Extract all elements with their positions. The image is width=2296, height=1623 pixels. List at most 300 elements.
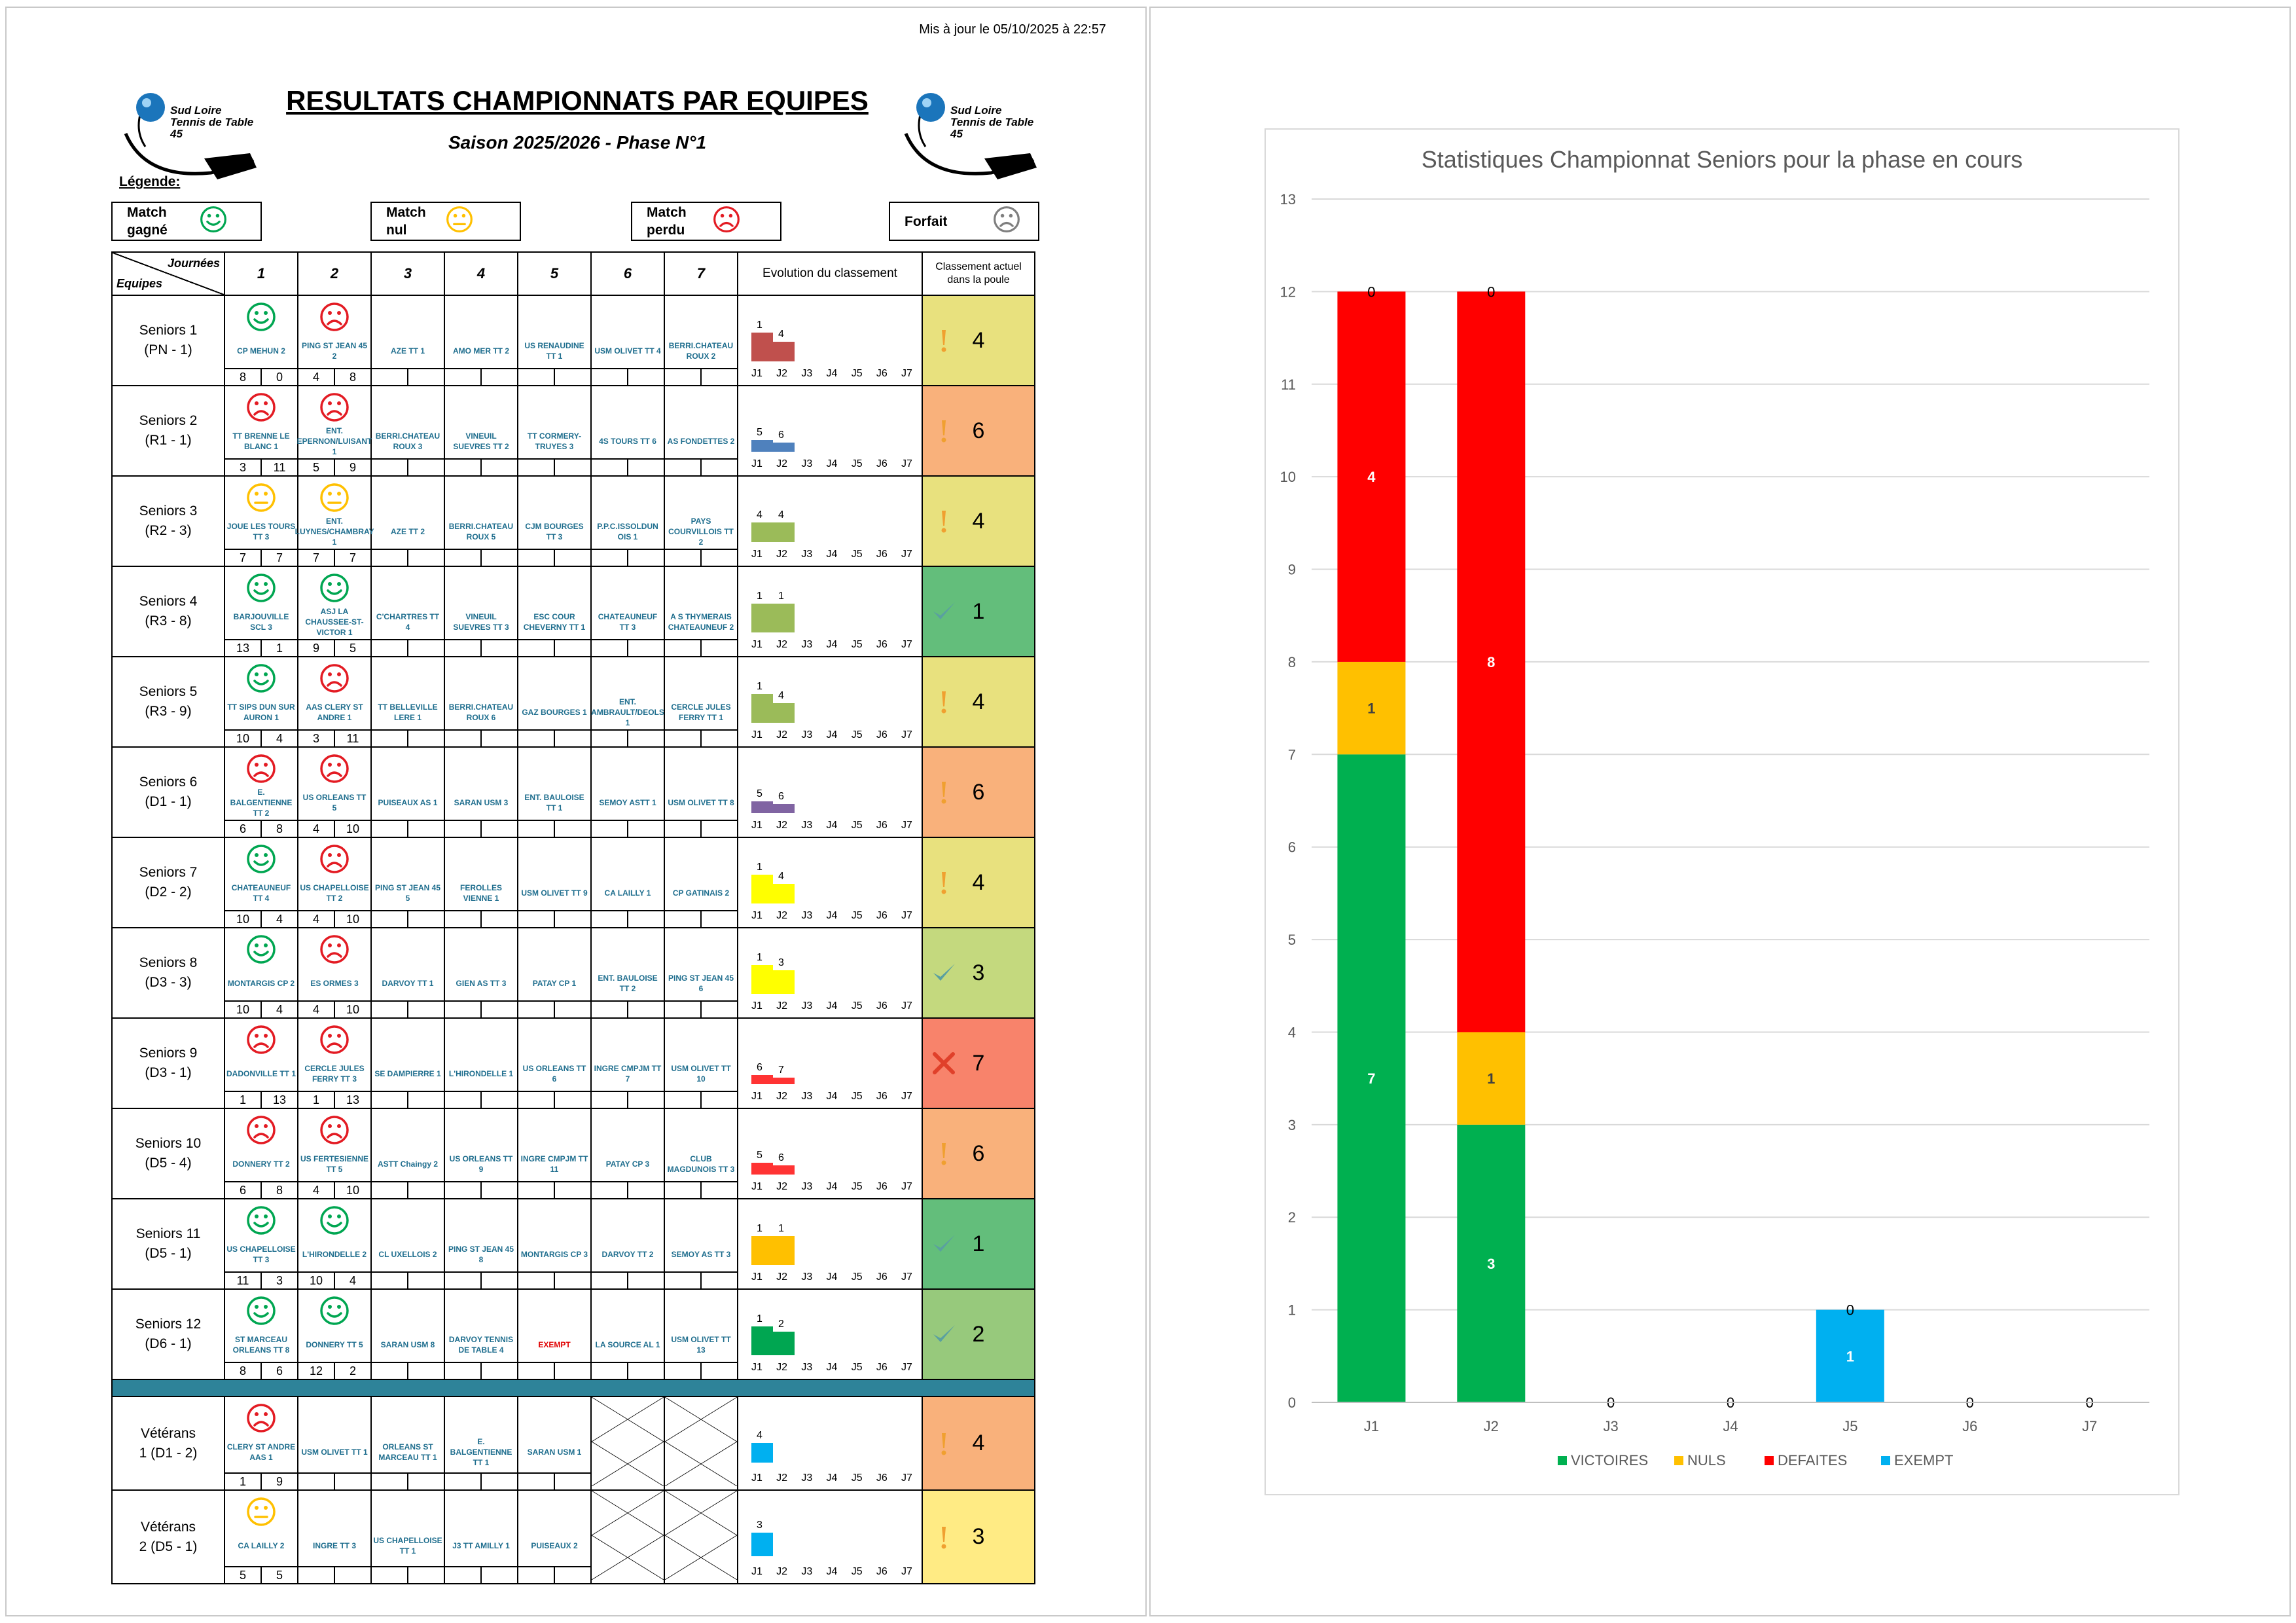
team-cell bbox=[112, 1018, 224, 1108]
opponent-name: TT BELLEVILLE LERE 1 bbox=[378, 702, 438, 722]
opponent-name: US RENAUDINE TT 1 bbox=[524, 341, 584, 361]
match-cell bbox=[664, 747, 738, 837]
match-cell bbox=[298, 1108, 371, 1199]
axis-day: J1 bbox=[751, 910, 762, 921]
evolution-axis bbox=[751, 820, 912, 831]
score-away bbox=[407, 1092, 444, 1108]
team-cell bbox=[112, 476, 224, 566]
axis-day: J5 bbox=[851, 1472, 863, 1484]
score-home bbox=[445, 1474, 480, 1489]
current-rank bbox=[922, 928, 1035, 1018]
neutral-face-icon bbox=[319, 482, 350, 513]
score-away: 9 bbox=[334, 460, 370, 475]
check-icon bbox=[931, 598, 957, 625]
rank-value: 1 bbox=[972, 598, 985, 624]
rank-value: 2 bbox=[972, 1321, 985, 1347]
opponent-name: GAZ BOURGES 1 bbox=[522, 708, 587, 717]
last-updated: Mis à jour le 05/10/2025 à 22:57 bbox=[919, 22, 1106, 37]
match-cell bbox=[518, 295, 591, 386]
score-home bbox=[372, 369, 407, 385]
axis-day: J5 bbox=[851, 729, 863, 740]
opponent-name: US ORLEANS TT 5 bbox=[302, 793, 367, 812]
match-cell bbox=[444, 1289, 518, 1379]
score-home bbox=[518, 640, 554, 656]
score-away bbox=[407, 1273, 444, 1288]
opponent-name: LA SOURCE AL 1 bbox=[595, 1340, 660, 1349]
match-cell bbox=[591, 837, 664, 928]
evolution-axis bbox=[751, 729, 912, 741]
axis-day: J2 bbox=[776, 1566, 788, 1577]
ranking-value: 4 bbox=[757, 1430, 762, 1441]
team-division: (R1 - 1) bbox=[145, 433, 192, 448]
sad-face-icon bbox=[245, 1024, 277, 1055]
opponent-name: MONTARGIS CP 2 bbox=[227, 979, 295, 988]
score-away bbox=[554, 1092, 590, 1108]
ranking-bar bbox=[751, 694, 773, 723]
current-rank bbox=[922, 1018, 1035, 1108]
sad-face-icon bbox=[319, 663, 350, 694]
ranking-bar bbox=[773, 970, 795, 994]
score-home bbox=[372, 1182, 407, 1198]
ranking-value: 1 bbox=[757, 681, 762, 692]
opponent-name: CERCLE JULES FERRY TT 1 bbox=[671, 702, 731, 722]
score-away: 2 bbox=[334, 1363, 370, 1379]
match-cell bbox=[444, 566, 518, 657]
match-cell bbox=[224, 1108, 298, 1199]
match-cell bbox=[371, 657, 444, 747]
sad-face-icon bbox=[319, 753, 350, 784]
score-home bbox=[518, 911, 554, 927]
axis-day: J2 bbox=[776, 820, 788, 831]
match-cell bbox=[518, 1108, 591, 1199]
score-away: 6 bbox=[260, 1363, 297, 1379]
ranking-value: 1 bbox=[757, 1223, 762, 1234]
ranking-evolution bbox=[738, 386, 922, 476]
match-cell bbox=[371, 1199, 444, 1289]
sad-face-icon bbox=[245, 1114, 277, 1146]
axis-day: J1 bbox=[751, 1091, 762, 1102]
match-cell bbox=[518, 1490, 591, 1584]
evolution-axis bbox=[751, 910, 912, 922]
club-logo-left-line2: Tennis de Table bbox=[170, 116, 254, 128]
opponent-name: ORLEANS ST MARCEAU TT 1 bbox=[378, 1442, 437, 1462]
header-day: 5 bbox=[518, 252, 591, 295]
opponent-name: CL UXELLOIS 2 bbox=[378, 1250, 437, 1259]
team-name: Seniors 3 bbox=[139, 503, 198, 519]
legend-forfeit bbox=[889, 202, 1039, 241]
opponent-name: AAS CLERY ST ANDRE 1 bbox=[306, 702, 363, 722]
match-cell bbox=[518, 928, 591, 1018]
score-home: 12 bbox=[309, 1364, 323, 1377]
score-home bbox=[518, 821, 554, 837]
score-box bbox=[445, 820, 517, 837]
axis-day: J4 bbox=[826, 549, 838, 560]
score-away: 8 bbox=[260, 1182, 297, 1198]
axis-day: J5 bbox=[851, 639, 863, 650]
match-cell bbox=[591, 1289, 664, 1379]
team-name: Vétérans bbox=[140, 1425, 196, 1441]
match-cell bbox=[664, 657, 738, 747]
score-away bbox=[407, 1182, 444, 1198]
team-name: Seniors 1 bbox=[139, 323, 198, 338]
team-row bbox=[112, 1199, 1035, 1289]
legend-swatch bbox=[1881, 1456, 1890, 1465]
opponent-name: GIEN AS TT 3 bbox=[456, 979, 507, 988]
rank-value: 4 bbox=[972, 327, 985, 353]
bar-data-label: 4 bbox=[1367, 469, 1376, 486]
axis-day: J5 bbox=[851, 368, 863, 379]
match-cell bbox=[298, 566, 371, 657]
check-icon bbox=[931, 960, 957, 986]
team-cell bbox=[112, 657, 224, 747]
score-away bbox=[627, 821, 664, 837]
current-rank bbox=[922, 476, 1035, 566]
score-home: 10 bbox=[309, 1274, 323, 1287]
bar-data-label: 3 bbox=[1487, 1255, 1496, 1272]
score-home bbox=[592, 1182, 627, 1198]
score-home bbox=[665, 1273, 700, 1288]
score-box bbox=[298, 639, 370, 656]
score-away: 0 bbox=[260, 369, 297, 385]
team-cell bbox=[112, 1199, 224, 1289]
x-tick-label: J3 bbox=[1603, 1418, 1619, 1434]
score-box bbox=[518, 1271, 590, 1288]
match-cell bbox=[664, 1018, 738, 1108]
opponent-name: ES ORMES 3 bbox=[310, 979, 359, 988]
header-day: 1 bbox=[224, 252, 298, 295]
score-box bbox=[665, 729, 737, 746]
opponent-name: INGRE CMPJM TT 7 bbox=[594, 1064, 662, 1084]
legend-entry: DEFAITES bbox=[1778, 1452, 1848, 1468]
score-away bbox=[480, 460, 517, 475]
score-away bbox=[627, 369, 664, 385]
score-away bbox=[700, 460, 737, 475]
axis-day: J3 bbox=[801, 910, 813, 921]
score-home bbox=[665, 640, 700, 656]
opponent-name: US CHAPELLOISE TT 1 bbox=[373, 1536, 442, 1556]
score-home bbox=[445, 1273, 480, 1288]
team-row bbox=[112, 566, 1035, 657]
legend-won-label: Match gagné bbox=[127, 205, 168, 238]
match-cell bbox=[371, 837, 444, 928]
score-box bbox=[372, 1000, 444, 1017]
header-day: 6 bbox=[591, 252, 664, 295]
score-box bbox=[592, 820, 664, 837]
legend-forfeit-label: Forfait bbox=[905, 213, 948, 229]
score-box bbox=[518, 910, 590, 927]
score-box bbox=[518, 1566, 590, 1583]
score-box bbox=[225, 1472, 297, 1489]
opponent-name: PING ST JEAN 45 8 bbox=[448, 1245, 514, 1264]
score-away bbox=[700, 1273, 737, 1288]
score-box bbox=[298, 1000, 370, 1017]
opponent-name: ST MARCEAU ORLEANS TT 8 bbox=[232, 1335, 290, 1355]
score-box bbox=[518, 458, 590, 475]
ranking-bar bbox=[773, 1332, 795, 1355]
opponent-name: A S THYMERAIS CHATEAUNEUF 2 bbox=[668, 612, 734, 632]
team-division: (D5 - 1) bbox=[145, 1246, 192, 1261]
opponent-name: AS FONDETTES 2 bbox=[667, 437, 735, 446]
match-cell bbox=[444, 1396, 518, 1490]
score-away bbox=[700, 550, 737, 566]
score-box bbox=[445, 1472, 517, 1489]
ranking-value: 6 bbox=[778, 1152, 784, 1163]
score-home: 13 bbox=[236, 642, 250, 655]
ranking-bar bbox=[773, 703, 795, 723]
rank-value: 3 bbox=[972, 960, 985, 985]
score-box bbox=[592, 458, 664, 475]
score-home bbox=[592, 1273, 627, 1288]
exclamation-icon bbox=[931, 869, 957, 896]
score-box bbox=[518, 1091, 590, 1108]
match-cell bbox=[591, 566, 664, 657]
match-cell bbox=[298, 747, 371, 837]
match-cell bbox=[224, 1199, 298, 1289]
evolution-axis bbox=[751, 1566, 912, 1578]
score-away bbox=[554, 640, 590, 656]
team-row bbox=[112, 928, 1035, 1018]
opponent-name: PUISEAUX AS 1 bbox=[378, 798, 438, 807]
score-box bbox=[518, 368, 590, 385]
smile-face-icon bbox=[245, 934, 277, 965]
ranking-bar bbox=[773, 522, 795, 542]
match-cell bbox=[371, 386, 444, 476]
score-box bbox=[518, 1362, 590, 1379]
score-box bbox=[445, 1000, 517, 1017]
score-box bbox=[518, 1472, 590, 1489]
score-box bbox=[298, 1472, 370, 1489]
axis-day: J7 bbox=[901, 1472, 912, 1484]
opponent-name: EXEMPT bbox=[538, 1340, 571, 1349]
match-cell bbox=[444, 657, 518, 747]
team-cell bbox=[112, 1396, 224, 1490]
match-cell bbox=[664, 1199, 738, 1289]
score-home: 4 bbox=[312, 1003, 319, 1016]
team-division: (D6 - 1) bbox=[145, 1336, 192, 1351]
team-division: (R2 - 3) bbox=[145, 523, 192, 538]
axis-day: J3 bbox=[801, 549, 813, 560]
match-cell bbox=[518, 566, 591, 657]
opponent-name: SEMOY ASTT 1 bbox=[599, 798, 656, 807]
score-box bbox=[298, 820, 370, 837]
ranking-bar bbox=[773, 342, 795, 361]
current-rank bbox=[922, 1490, 1035, 1584]
score-home bbox=[592, 550, 627, 566]
score-box bbox=[665, 549, 737, 566]
match-cell bbox=[371, 1289, 444, 1379]
evolution-axis bbox=[751, 1271, 912, 1283]
ranking-value: 1 bbox=[757, 591, 762, 602]
stats-chart-svg bbox=[1266, 130, 2178, 1494]
score-home bbox=[592, 1002, 627, 1017]
axis-day: J4 bbox=[826, 639, 838, 650]
score-home bbox=[372, 1002, 407, 1017]
score-home bbox=[518, 1182, 554, 1198]
exclamation-icon bbox=[931, 689, 957, 715]
score-away: 1 bbox=[260, 640, 297, 656]
axis-day: J5 bbox=[851, 820, 863, 831]
team-name: Seniors 4 bbox=[139, 594, 198, 609]
axis-day: J6 bbox=[876, 820, 888, 831]
axis-day: J7 bbox=[901, 820, 912, 831]
score-box bbox=[592, 639, 664, 656]
exclamation-icon bbox=[931, 327, 957, 354]
match-cell bbox=[591, 747, 664, 837]
score-box bbox=[372, 1472, 444, 1489]
smile-face-icon bbox=[245, 1205, 277, 1236]
header-classement: Classement actuel dans la poule bbox=[922, 252, 1035, 295]
score-box bbox=[225, 458, 297, 475]
x-tick-label: J2 bbox=[1483, 1418, 1499, 1434]
score-away bbox=[554, 1363, 590, 1379]
score-away bbox=[480, 1363, 517, 1379]
score-box bbox=[665, 1091, 737, 1108]
match-cell bbox=[298, 1396, 371, 1490]
bar-data-label: 7 bbox=[1367, 1070, 1376, 1087]
match-cell bbox=[371, 1490, 444, 1584]
match-cell bbox=[298, 1199, 371, 1289]
opponent-name: ASJ LA CHAUSSEE-ST-VICTOR 1 bbox=[305, 607, 364, 637]
team-row bbox=[112, 476, 1035, 566]
match-cell bbox=[298, 386, 371, 476]
score-home bbox=[592, 1092, 627, 1108]
axis-day: J3 bbox=[801, 1472, 813, 1484]
score-away bbox=[627, 1182, 664, 1198]
score-home bbox=[518, 1567, 554, 1583]
score-home: 4 bbox=[312, 371, 319, 384]
match-cell bbox=[371, 1018, 444, 1108]
opponent-name: VINEUIL SUEVRES TT 2 bbox=[453, 431, 509, 451]
score-home bbox=[665, 731, 700, 746]
match-cell bbox=[591, 1199, 664, 1289]
axis-day: J1 bbox=[751, 820, 762, 831]
score-home: 7 bbox=[239, 551, 246, 564]
axis-day: J1 bbox=[751, 1181, 762, 1192]
score-home bbox=[665, 369, 700, 385]
score-home: 1 bbox=[312, 1093, 319, 1106]
exclamation-icon bbox=[931, 508, 957, 534]
opponent-name: ENT. BAULOISE TT 1 bbox=[524, 793, 584, 812]
opponent-name: CA LAILLY 2 bbox=[238, 1541, 285, 1550]
score-home bbox=[372, 1567, 407, 1583]
score-away bbox=[554, 369, 590, 385]
score-away: 7 bbox=[334, 550, 370, 566]
club-logo-right-line3: 45 bbox=[950, 128, 963, 140]
y-tick-label: 7 bbox=[1287, 746, 1296, 763]
ranking-value: 1 bbox=[778, 1223, 784, 1234]
axis-day: J2 bbox=[776, 458, 788, 469]
smile-face-icon bbox=[245, 663, 277, 694]
y-tick-label: 4 bbox=[1287, 1024, 1296, 1041]
score-box bbox=[225, 729, 297, 746]
score-home bbox=[518, 460, 554, 475]
team-cell bbox=[112, 386, 224, 476]
team-division: (R3 - 8) bbox=[145, 613, 192, 629]
score-box bbox=[298, 458, 370, 475]
sad-face-icon bbox=[245, 392, 277, 423]
match-cell bbox=[591, 386, 664, 476]
ranking-value: 6 bbox=[778, 791, 784, 802]
score-home bbox=[445, 1002, 480, 1017]
axis-day: J7 bbox=[901, 1362, 912, 1373]
club-logo-right-line1: Sud Loire bbox=[950, 104, 1002, 117]
match-cell bbox=[371, 747, 444, 837]
score-home: 8 bbox=[239, 1364, 246, 1377]
opponent-name: PATAY CP 1 bbox=[532, 979, 577, 988]
score-away bbox=[407, 1002, 444, 1017]
current-rank bbox=[922, 657, 1035, 747]
score-box bbox=[372, 1362, 444, 1379]
axis-day: J7 bbox=[901, 458, 912, 469]
neutral-face-icon bbox=[245, 482, 277, 513]
team-row bbox=[112, 1018, 1035, 1108]
sad-face-icon bbox=[319, 392, 350, 423]
score-box bbox=[665, 1271, 737, 1288]
score-home: 4 bbox=[312, 822, 319, 835]
club-logo-left-line3: 45 bbox=[170, 128, 183, 140]
opponent-name: US CHAPELLOISE TT 3 bbox=[226, 1245, 296, 1264]
bar-total-label: 0 bbox=[2085, 1395, 2094, 1411]
legend-entry: NULS bbox=[1687, 1452, 1726, 1468]
match-cell bbox=[298, 928, 371, 1018]
stats-chart bbox=[1265, 128, 2179, 1495]
opponent-name: INGRE TT 3 bbox=[312, 1541, 356, 1550]
score-box bbox=[665, 368, 737, 385]
score-away: 11 bbox=[260, 460, 297, 475]
ranking-value: 5 bbox=[757, 788, 762, 799]
bar-total-label: 0 bbox=[1367, 283, 1376, 301]
ranking-value: 1 bbox=[778, 591, 784, 602]
axis-day: J3 bbox=[801, 820, 813, 831]
match-cell bbox=[224, 1018, 298, 1108]
ranking-value: 3 bbox=[757, 1520, 762, 1531]
score-box bbox=[592, 1000, 664, 1017]
score-home: 10 bbox=[236, 732, 250, 745]
legend-entry: VICTOIRES bbox=[1571, 1452, 1649, 1468]
y-tick-label: 6 bbox=[1287, 839, 1296, 856]
score-box bbox=[298, 1181, 370, 1198]
score-home bbox=[445, 369, 480, 385]
score-box bbox=[518, 549, 590, 566]
match-cell bbox=[444, 837, 518, 928]
evolution-axis bbox=[751, 1000, 912, 1012]
rank-value: 4 bbox=[972, 869, 985, 895]
score-away bbox=[554, 1474, 590, 1489]
axis-day: J7 bbox=[901, 1271, 912, 1283]
opponent-name: BARJOUVILLE SCL 3 bbox=[233, 612, 289, 632]
score-home bbox=[445, 821, 480, 837]
opponent-name: BERRI.CHATEAU ROUX 6 bbox=[448, 702, 514, 722]
axis-day: J4 bbox=[826, 1472, 838, 1484]
score-home: 3 bbox=[239, 461, 246, 474]
match-cell bbox=[295, 476, 374, 566]
score-box bbox=[665, 1362, 737, 1379]
y-tick-label: 3 bbox=[1287, 1116, 1296, 1133]
unavailable-cross-icon bbox=[592, 1491, 664, 1580]
evolution-axis bbox=[751, 458, 912, 470]
score-box bbox=[372, 729, 444, 746]
score-home bbox=[445, 550, 480, 566]
axis-day: J6 bbox=[876, 1181, 888, 1192]
match-cell bbox=[224, 1396, 298, 1490]
opponent-name: PATAY CP 3 bbox=[605, 1159, 650, 1169]
score-box bbox=[592, 1362, 664, 1379]
sad-face-icon bbox=[319, 1114, 350, 1146]
score-box bbox=[225, 1091, 297, 1108]
score-away bbox=[554, 460, 590, 475]
score-box bbox=[592, 1091, 664, 1108]
rank-value: 4 bbox=[972, 508, 985, 534]
